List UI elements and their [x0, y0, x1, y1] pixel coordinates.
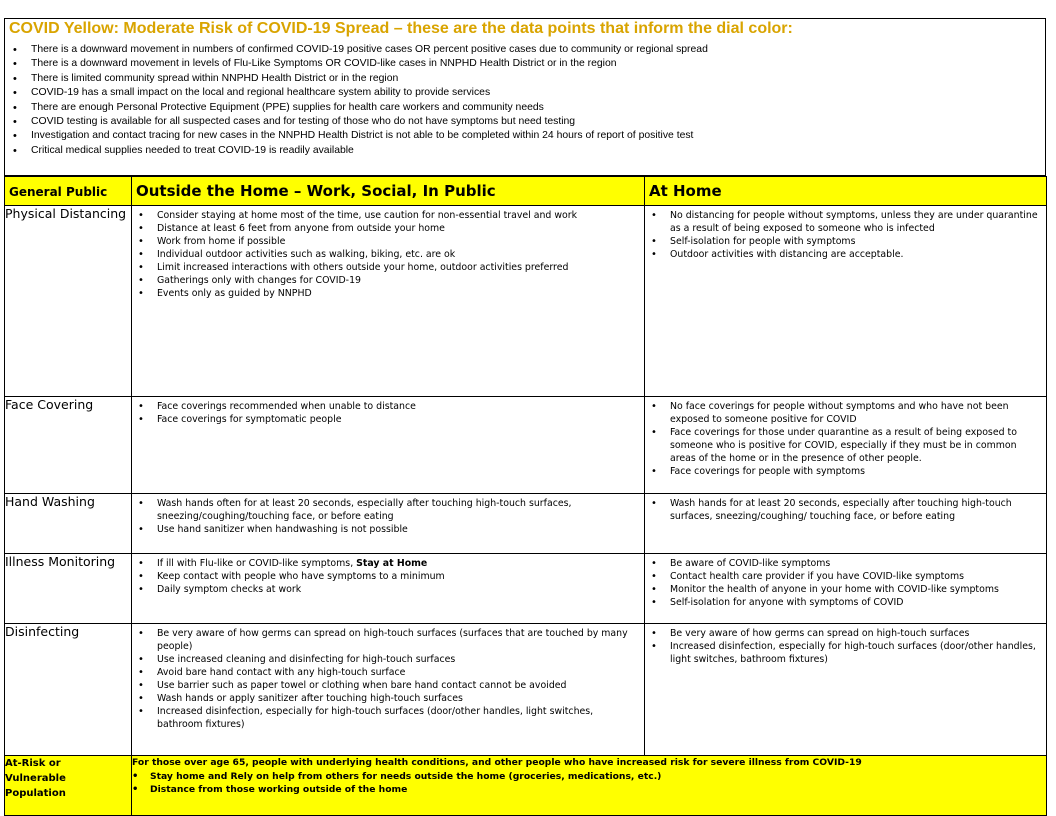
data-point-item: • There are enough Personal Protective Equipment (PPE) supplies for health care workers and community needs — [5, 101, 1045, 115]
list-item: • Be very aware of how germs can spread on high-touch surfaces (surfaces that are touched by many people) — [132, 627, 638, 653]
list-item: • Use increased cleaning and disinfecting for high-touch surfaces — [132, 653, 638, 666]
list-item: • Distance at least 6 feet from anyone from outside your home — [132, 222, 638, 235]
row-label-illness-monitoring: Illness Monitoring — [5, 554, 132, 624]
list-item: • Face coverings for those under quarantine as a result of being exposed to someone who is positive for COVID, especially if they must be in common areas of the home or in the presence of other people. — [645, 426, 1040, 465]
list-item: • No distancing for people without symptoms, unless they are under quarantine as a result of being exposed to someone who is infected — [645, 209, 1040, 235]
at-risk-body — [132, 756, 1047, 816]
list-item: • Use barrier such as paper towel or clothing when bare hand contact cannot be avoided — [132, 679, 638, 692]
at-risk-intro: For those over age 65, people with underlying health conditions, and other people who have increased risk for severe illness from COVID-19 — [132, 757, 862, 768]
data-point-item: • Investigation and contact tracing for new cases in the NNPHD Health District is not able to be completed within 24 hours of report of positive test — [5, 129, 1045, 143]
home-cell — [645, 494, 1047, 554]
list-item: • Outdoor activities with distancing are acceptable. — [645, 248, 1040, 261]
data-point-item: • COVID-19 has a small impact on the local and regional healthcare system ability to provide services — [5, 86, 1045, 100]
table-row — [5, 624, 1047, 756]
data-point-item: • There is limited community spread within NNPHD Health District or in the region — [5, 72, 1045, 86]
table-row — [5, 397, 1047, 494]
row-label-hand-washing: Hand Washing — [5, 494, 132, 554]
home-cell — [645, 206, 1047, 397]
at-risk-list — [132, 770, 1046, 797]
at-risk-label-line: Population — [5, 788, 66, 799]
list-item: • Gatherings only with changes for COVID-19 — [132, 274, 638, 287]
list-item: • Contact health care provider if you have COVID-like symptoms — [645, 570, 1040, 583]
list-item: • Increased disinfection, especially for high-touch surfaces (door/other handles, light switches, bathroom fixtures) — [132, 705, 638, 731]
list-item: • Wash hands or apply sanitizer after touching high-touch surfaces — [132, 692, 638, 705]
row-label-disinfecting: Disinfecting — [5, 624, 132, 756]
guidance-table — [4, 176, 1047, 816]
outside-cell — [132, 624, 645, 756]
data-point-item: • There is a downward movement in levels of Flu-Like Symptoms OR COVID-like cases in NNPHD Health District or in the region — [5, 57, 1045, 71]
data-point-item: • Critical medical supplies needed to treat COVID-19 is readily available — [5, 144, 1045, 158]
outside-cell — [132, 206, 645, 397]
stay-at-home-emphasis: Stay at Home — [356, 558, 428, 569]
at-risk-label-line: At-Risk or — [5, 758, 61, 769]
table-row — [5, 206, 1047, 397]
list-item-text: If ill with Flu-like or COVID-like symptoms, — [157, 558, 357, 569]
list-item: • Self-isolation for people with symptoms — [645, 235, 1040, 248]
home-cell — [645, 624, 1047, 756]
list-item: • Self-isolation for anyone with symptoms of COVID — [645, 596, 1040, 609]
header-general-public: General Public — [5, 177, 132, 206]
list-item: • Monitor the health of anyone in your home with COVID-like symptoms — [645, 583, 1040, 596]
list-item: • Use hand sanitizer when handwashing is not possible — [132, 523, 638, 536]
table-header-row — [5, 177, 1047, 206]
list-item: • Avoid bare hand contact with any high-touch surface — [132, 666, 638, 679]
table-row — [5, 554, 1047, 624]
list-item: • Limit increased interactions with others outside your home, outdoor activities preferred — [132, 261, 638, 274]
list-item: • Work from home if possible — [132, 235, 638, 248]
data-point-item: • COVID testing is available for all suspected cases and for testing of those who do not have symptoms but need testing — [5, 115, 1045, 129]
list-item: • Consider staying at home most of the time, use caution for non-essential travel and work — [132, 209, 638, 222]
list-item: • Face coverings for people with symptoms — [645, 465, 1040, 478]
list-item — [132, 557, 638, 570]
home-cell — [645, 554, 1047, 624]
list-item: • Stay home and Rely on help from others for needs outside the home (groceries, medications, etc.) — [132, 770, 1046, 784]
page-title: COVID Yellow: Moderate Risk of COVID-19 Spread – these are the data points that inform the dial color: — [9, 20, 793, 37]
data-points-box — [4, 18, 1046, 176]
list-item: • Increased disinfection, especially for high-touch surfaces (door/other handles, light switches, bathroom fixtures) — [645, 640, 1040, 666]
home-cell — [645, 397, 1047, 494]
row-label-face-covering: Face Covering — [5, 397, 132, 494]
list-item: • Face coverings recommended when unable to distance — [132, 400, 638, 413]
list-item: • Be very aware of how germs can spread on high-touch surfaces — [645, 627, 1040, 640]
list-item: • Daily symptom checks at work — [132, 583, 638, 596]
list-item: • Events only as guided by NNPHD — [132, 287, 638, 300]
list-item: • No face coverings for people without symptoms and who have not been exposed to someone positive for COVID — [645, 400, 1040, 426]
outside-cell — [132, 397, 645, 494]
data-point-item: • There is a downward movement in numbers of confirmed COVID-19 positive cases OR percent positive cases due to community or regional spread — [5, 43, 1045, 57]
outside-cell — [132, 554, 645, 624]
table-row — [5, 494, 1047, 554]
list-item: • Individual outdoor activities such as walking, biking, etc. are ok — [132, 248, 638, 261]
at-risk-label-line: Vulnerable — [5, 773, 66, 784]
row-label-physical-distancing: Physical Distancing — [5, 206, 132, 397]
at-risk-label — [5, 756, 132, 816]
data-points-list — [5, 43, 1045, 158]
list-item: • Distance from those working outside of the home — [132, 783, 1046, 797]
header-at-home: At Home — [645, 177, 1047, 206]
list-item: • Face coverings for symptomatic people — [132, 413, 638, 426]
at-risk-row — [5, 756, 1047, 816]
outside-cell — [132, 494, 645, 554]
header-outside-home: Outside the Home – Work, Social, In Public — [132, 177, 645, 206]
list-item: • Wash hands for at least 20 seconds, especially after touching high-touch surfaces, sneezing/coughing/ touching face, or before eating — [645, 497, 1040, 523]
list-item: • Keep contact with people who have symptoms to a minimum — [132, 570, 638, 583]
list-item: • Be aware of COVID-like symptoms — [645, 557, 1040, 570]
list-item: • Wash hands often for at least 20 seconds, especially after touching high-touch surfaces, sneezing/coughing/touching face, or before eating — [132, 497, 638, 523]
